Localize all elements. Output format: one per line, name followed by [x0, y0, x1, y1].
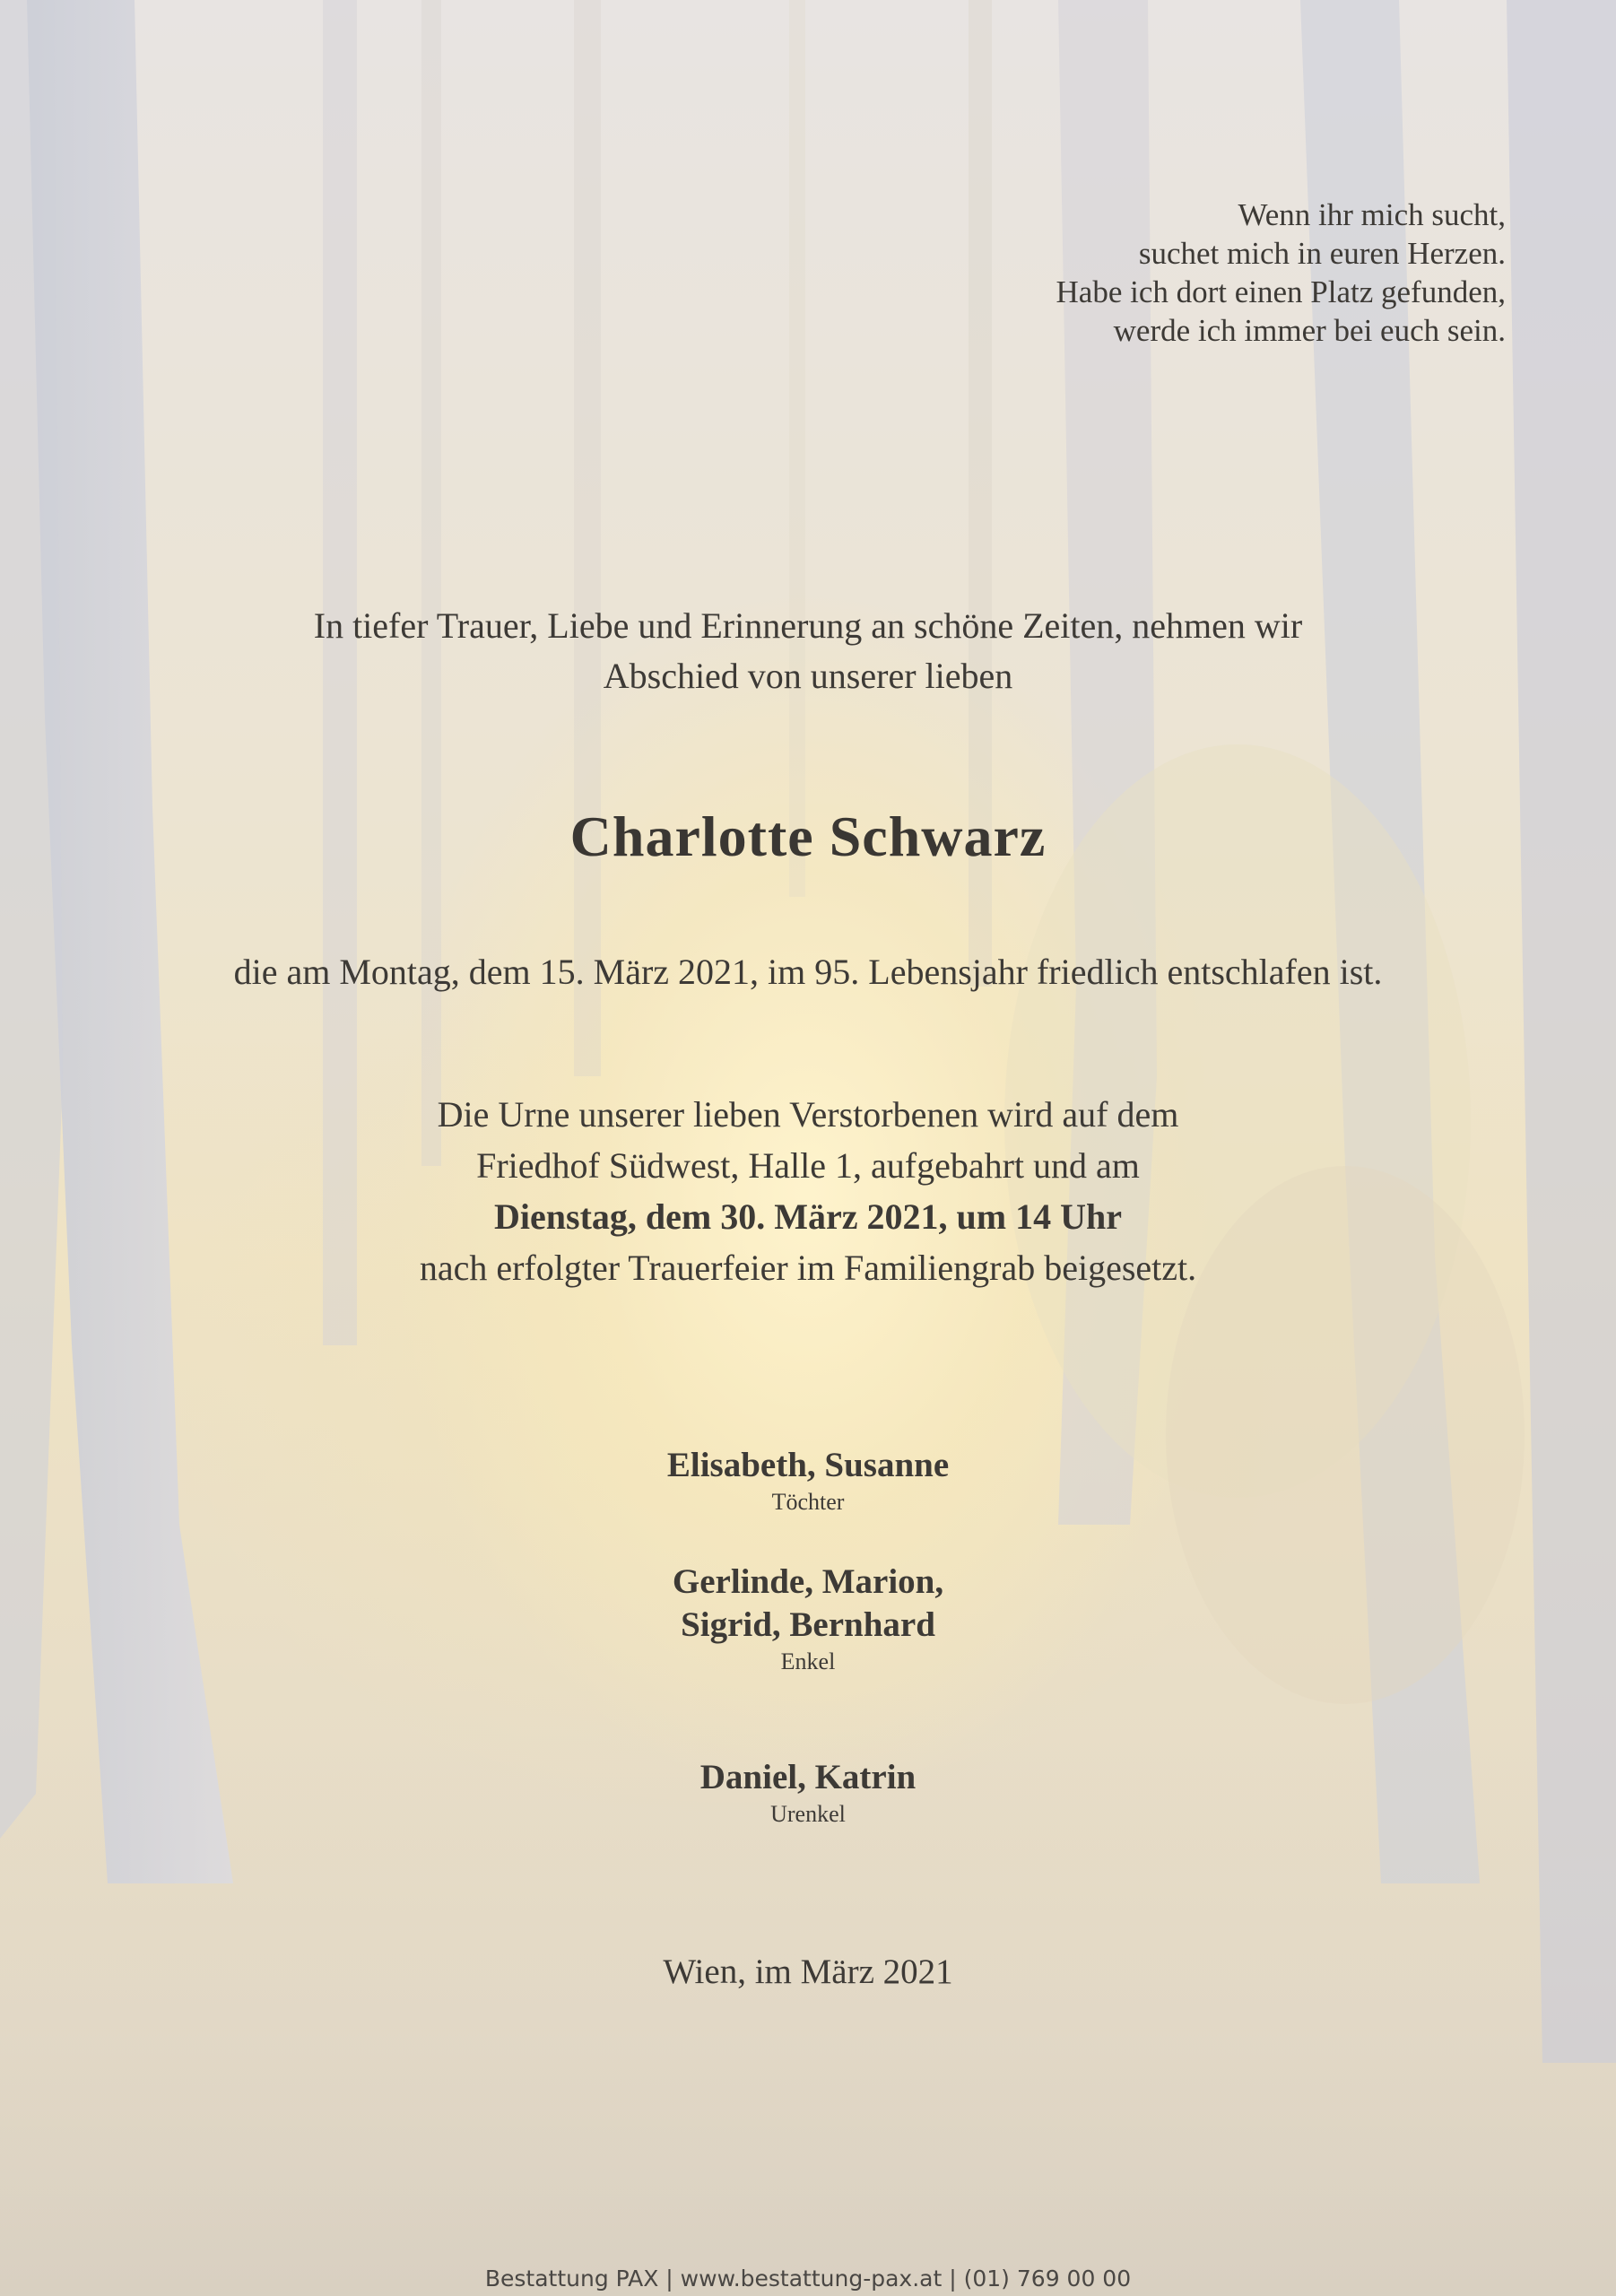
memorial-poem: [1056, 196, 1506, 350]
family-names: Gerlinde, Marion,: [672, 1562, 944, 1601]
poem-line: Wenn ihr mich sucht,: [1238, 197, 1506, 232]
family-names: Daniel, Katrin: [699, 1758, 917, 1796]
family-names: Sigrid, Bernhard: [681, 1605, 935, 1644]
funeral-line: Friedhof Südwest, Halle 1, aufgebahrt und am: [476, 1145, 1140, 1186]
family-group-daughters: [0, 1444, 1616, 1518]
family-role: Urenkel: [770, 1801, 846, 1827]
funeral-line: nach erfolgter Trauerfeier im Familiengrab beigesetzt.: [419, 1248, 1197, 1288]
poem-line: werde ich immer bei euch sein.: [1113, 313, 1506, 348]
deceased-name: Charlotte Schwarz: [569, 804, 1047, 868]
intro-line: Abschied von unserer lieben: [603, 656, 1013, 696]
family-names: Elisabeth, Susanne: [666, 1446, 950, 1484]
poem-line: suchet mich in euren Herzen.: [1138, 236, 1506, 271]
funeral-date: Dienstag, dem 30. März 2021, um 14 Uhr: [494, 1196, 1122, 1237]
poem-line: Habe ich dort einen Platz gefunden,: [1056, 274, 1506, 309]
family-role: Töchter: [771, 1489, 845, 1515]
intro-text: [0, 601, 1616, 701]
family-role: Enkel: [780, 1648, 836, 1674]
family-group-grandchildren: [0, 1561, 1616, 1677]
place-date: Wien, im März 2021: [663, 1952, 953, 1991]
intro-line: In tiefer Trauer, Liebe und Erinnerung an schöne Zeiten, nehmen wir: [313, 605, 1303, 646]
death-notice: die am Montag, dem 15. März 2021, im 95. Lebensjahr friedlich entschlafen ist.: [233, 952, 1383, 992]
funeral-line: Die Urne unserer lieben Verstorbenen wird auf dem: [437, 1094, 1179, 1135]
family-group-great-grandchildren: [0, 1756, 1616, 1830]
funeral-home-footer: Bestattung PAX | www.bestattung-pax.at | (01) 769 00 00: [484, 2266, 1132, 2292]
funeral-details: [0, 1089, 1616, 1293]
